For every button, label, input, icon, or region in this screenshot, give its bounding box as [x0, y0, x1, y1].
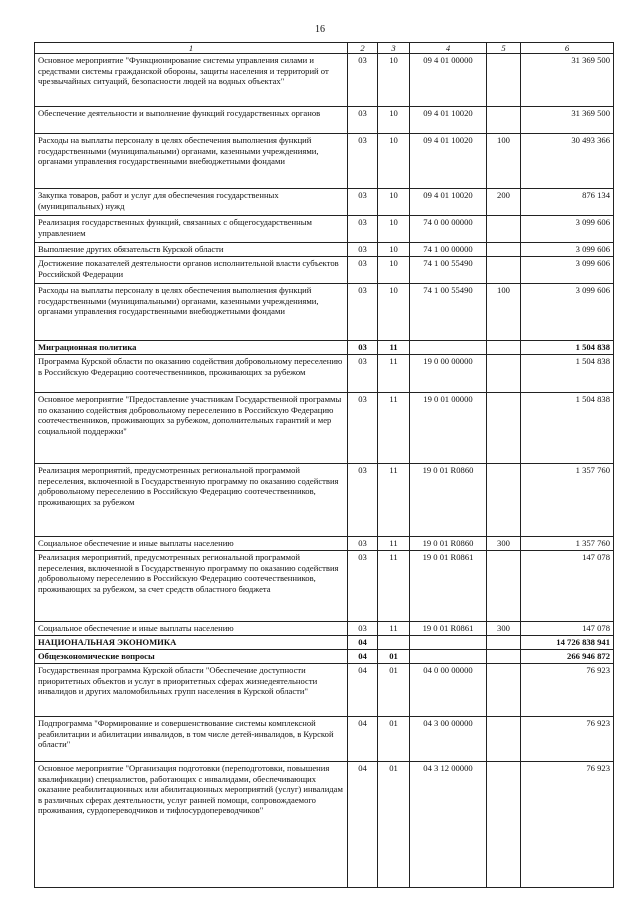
table-row: [35, 551, 614, 622]
row-name: Миграционная политика: [35, 341, 348, 355]
row-expense-type: [487, 243, 521, 257]
table-row: [35, 636, 614, 650]
row-section: 03: [348, 393, 378, 464]
row-name: Обеспечение деятельности и выполнение функций государственных органов: [35, 107, 348, 134]
row-expense-type: 300: [487, 622, 521, 636]
table-row: [35, 257, 614, 284]
row-subsection: 11: [378, 551, 410, 622]
row-amount: 3 099 606: [521, 257, 614, 284]
row-amount: 266 946 872: [521, 650, 614, 664]
row-target-article: 09 4 01 10020: [410, 107, 487, 134]
row-target-article: 04 3 00 00000: [410, 717, 487, 762]
row-amount: 3 099 606: [521, 243, 614, 257]
table-row: [35, 243, 614, 257]
column-header-6: 6: [521, 43, 614, 54]
row-amount: 30 493 366: [521, 134, 614, 189]
table-body: [35, 54, 614, 888]
row-subsection: [378, 636, 410, 650]
row-name: Закупка товаров, работ и услуг для обеспечения государственных (муниципальных) нужд: [35, 189, 348, 216]
table-row: [35, 650, 614, 664]
row-expense-type: [487, 355, 521, 393]
table-row: [35, 717, 614, 762]
row-expense-type: [487, 216, 521, 243]
row-expense-type: [487, 762, 521, 888]
row-subsection: 11: [378, 622, 410, 636]
row-amount: 76 923: [521, 664, 614, 717]
row-target-article: 74 1 00 55490: [410, 257, 487, 284]
row-subsection: 10: [378, 54, 410, 107]
row-amount: 147 078: [521, 551, 614, 622]
row-section: 03: [348, 243, 378, 257]
table-row: [35, 393, 614, 464]
column-header-2: 2: [348, 43, 378, 54]
row-amount: 14 726 838 941: [521, 636, 614, 650]
row-target-article: 04 3 12 00000: [410, 762, 487, 888]
table-row: [35, 622, 614, 636]
table-row: [35, 664, 614, 717]
table-row: [35, 54, 614, 107]
row-amount: 147 078: [521, 622, 614, 636]
row-section: 04: [348, 664, 378, 717]
page-number: 16: [315, 24, 325, 35]
row-section: 04: [348, 762, 378, 888]
row-section: 03: [348, 257, 378, 284]
row-amount: 1 357 760: [521, 464, 614, 537]
row-section: 03: [348, 107, 378, 134]
table-row: [35, 341, 614, 355]
row-section: 03: [348, 464, 378, 537]
row-section: 03: [348, 189, 378, 216]
row-target-article: 74 0 00 00000: [410, 216, 487, 243]
row-name: Достижение показателей деятельности органов исполнительной власти субъектов Российской Федерации: [35, 257, 348, 284]
column-header-1: 1: [35, 43, 348, 54]
row-subsection: 11: [378, 341, 410, 355]
row-target-article: 19 0 00 00000: [410, 355, 487, 393]
row-target-article: 19 0 01 R0860: [410, 464, 487, 537]
row-name: Выполнение других обязательств Курской области: [35, 243, 348, 257]
row-section: 04: [348, 636, 378, 650]
table-row: [35, 284, 614, 341]
row-expense-type: [487, 717, 521, 762]
row-subsection: 10: [378, 284, 410, 341]
row-subsection: 11: [378, 393, 410, 464]
row-target-article: 19 0 01 R0860: [410, 537, 487, 551]
column-header-4: 4: [410, 43, 487, 54]
row-expense-type: [487, 464, 521, 537]
row-subsection: 10: [378, 107, 410, 134]
row-target-article: [410, 341, 487, 355]
row-section: 03: [348, 341, 378, 355]
row-amount: 876 134: [521, 189, 614, 216]
row-name: Основное мероприятие "Функционирование системы управления силами и средствами системы гражданской обороны, защиты населения и территорий от чрезвычайных ситуаций, безопасности людей на водных объектах": [35, 54, 348, 107]
row-name: Подпрограмма "Формирование и совершенствование системы комплексной реабилитации и абилитации инвалидов, в том числе детей-инвалидов, в Курской области": [35, 717, 348, 762]
row-target-article: [410, 650, 487, 664]
table-row: [35, 107, 614, 134]
row-amount: 1 504 838: [521, 355, 614, 393]
column-header-5: 5: [487, 43, 521, 54]
row-expense-type: 100: [487, 284, 521, 341]
row-name: Расходы на выплаты персоналу в целях обеспечения выполнения функций государственными (муниципальными) органами, казенными учреждениями, органами управления государственными внебюджетными фондами: [35, 134, 348, 189]
row-name: Социальное обеспечение и иные выплаты населению: [35, 622, 348, 636]
row-subsection: 01: [378, 762, 410, 888]
row-target-article: 09 4 01 10020: [410, 134, 487, 189]
row-expense-type: [487, 650, 521, 664]
row-name: Государственная программа Курской области "Обеспечение доступности приоритетных объектов и услуг в приоритетных сферах жизнедеятельности инвалидов и других маломобильных групп населения в Курской области": [35, 664, 348, 717]
row-section: 03: [348, 355, 378, 393]
row-amount: 1 357 760: [521, 537, 614, 551]
table-row: [35, 134, 614, 189]
row-section: 04: [348, 650, 378, 664]
row-expense-type: [487, 341, 521, 355]
row-expense-type: 200: [487, 189, 521, 216]
table-row: [35, 355, 614, 393]
row-subsection: 01: [378, 650, 410, 664]
row-target-article: 04 0 00 00000: [410, 664, 487, 717]
row-expense-type: [487, 54, 521, 107]
row-section: 03: [348, 216, 378, 243]
row-name: Реализация государственных функций, связанных с общегосударственным управлением: [35, 216, 348, 243]
budget-table: [34, 42, 614, 888]
row-amount: 76 923: [521, 717, 614, 762]
table-row: [35, 189, 614, 216]
row-section: 04: [348, 717, 378, 762]
row-target-article: 09 4 01 00000: [410, 54, 487, 107]
row-amount: 3 099 606: [521, 284, 614, 341]
row-name: НАЦИОНАЛЬНАЯ ЭКОНОМИКА: [35, 636, 348, 650]
row-expense-type: [487, 257, 521, 284]
row-target-article: 09 4 01 10020: [410, 189, 487, 216]
row-subsection: 10: [378, 134, 410, 189]
row-amount: 1 504 838: [521, 393, 614, 464]
row-subsection: 10: [378, 243, 410, 257]
row-section: 03: [348, 622, 378, 636]
row-name: Основное мероприятие "Предоставление участникам Государственной программы по оказанию содействия добровольному переселению в Российскую Федерацию соотечественников, проживающих за рубежом, дополнительных гарантий и мер социальной поддержки": [35, 393, 348, 464]
table-row: [35, 216, 614, 243]
row-amount: 31 369 500: [521, 107, 614, 134]
row-expense-type: [487, 393, 521, 464]
row-section: 03: [348, 54, 378, 107]
row-name: Основное мероприятие "Организация подготовки (переподготовки, повышения квалификации) специалистов, работающих с инвалидами, обеспечивающих оказание реабилитационных или абилитационных мероприятий (услуг) инвалидам в различных сферах деятельности, услуг ранней помощи, сопровождаемого проживания, сурдопереводчиков и тифлосурдопереводчиков": [35, 762, 348, 888]
row-target-article: [410, 636, 487, 650]
column-header-3: 3: [378, 43, 410, 54]
row-section: 03: [348, 551, 378, 622]
row-name: Расходы на выплаты персоналу в целях обеспечения выполнения функций государственными (муниципальными) органами, казенными учреждениями, органами управления государственными внебюджетными фондами: [35, 284, 348, 341]
row-subsection: 11: [378, 355, 410, 393]
row-subsection: 11: [378, 464, 410, 537]
table-row: [35, 464, 614, 537]
row-section: 03: [348, 284, 378, 341]
row-target-article: 19 0 01 00000: [410, 393, 487, 464]
row-subsection: 01: [378, 717, 410, 762]
row-name: Реализация мероприятий, предусмотренных региональной программой переселения, включенной в Государственную программу по оказанию содействия добровольному переселению в Российскую Федерацию соотечественников, проживающих за рубежом: [35, 464, 348, 537]
row-subsection: 10: [378, 216, 410, 243]
row-subsection: 10: [378, 189, 410, 216]
row-subsection: 10: [378, 257, 410, 284]
row-subsection: 11: [378, 537, 410, 551]
column-number-row: [35, 43, 614, 54]
row-expense-type: [487, 551, 521, 622]
row-name: Программа Курской области по оказанию содействия добровольному переселению в Российскую Федерацию соотечественников, проживающих за рубежом: [35, 355, 348, 393]
row-amount: 3 099 606: [521, 216, 614, 243]
row-name: Социальное обеспечение и иные выплаты населению: [35, 537, 348, 551]
row-target-article: 19 0 01 R0861: [410, 551, 487, 622]
row-amount: 76 923: [521, 762, 614, 888]
row-expense-type: [487, 636, 521, 650]
row-expense-type: [487, 107, 521, 134]
table-row: [35, 537, 614, 551]
row-amount: 31 369 500: [521, 54, 614, 107]
row-subsection: 01: [378, 664, 410, 717]
row-section: 03: [348, 537, 378, 551]
row-name: Общеэкономические вопросы: [35, 650, 348, 664]
table-header: [35, 43, 614, 54]
row-expense-type: 100: [487, 134, 521, 189]
row-target-article: 74 1 00 55490: [410, 284, 487, 341]
row-expense-type: [487, 664, 521, 717]
row-name: Реализация мероприятий, предусмотренных региональной программой переселения, включенной в Государственную программу по оказанию содействия добровольному переселению в Российскую Федерацию соотечественников, проживающих за рубежом, за счет средств областного бюджета: [35, 551, 348, 622]
row-section: 03: [348, 134, 378, 189]
row-target-article: 74 1 00 00000: [410, 243, 487, 257]
row-amount: 1 504 838: [521, 341, 614, 355]
row-target-article: 19 0 01 R0861: [410, 622, 487, 636]
row-expense-type: 300: [487, 537, 521, 551]
table-row: [35, 762, 614, 888]
